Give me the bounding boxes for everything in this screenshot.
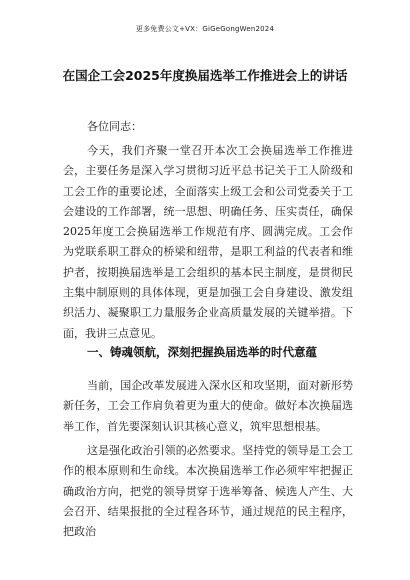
- intro-paragraph: 今天，我们齐聚一堂召开本次工会换届选举工作推进会，主要任务是深入学习贯彻习近平总书记关于工人阶级和工会工作的重要论述，全面落实上级工会和公司党委关于工会建设的工作部署，统一思想、明确任务、压实责任，确保2025年度工会换届选举工作规范有序、圆满完成。工会作为党联系职工群众的桥梁和纽带，是职工利益的代表者和维护者，按期换届选举是工会组织的基本民主制度，是贯彻民主集中制原则的具体体现，更是加强工会自身建设、激发组织活力、凝聚职工力量服务企业高质量发展的关键举措。下面，我讲三点意见。: [63, 144, 353, 340]
- intro-paragraph-block: [63, 141, 353, 344]
- section1-paragraph1-block: [63, 376, 353, 437]
- document-title: 在国企工会2025年度换届选举工作推进会上的讲话: [62, 68, 348, 83]
- section1-paragraph2-block: [63, 441, 353, 542]
- section-heading: 一、铸魂领航，深刻把握换届选举的时代意蕴: [87, 345, 317, 359]
- section1-paragraph2: 这是强化政治引领的必然要求。坚持党的领导是工会工作的根本原则和生命线。本次换届选举工作必须牢牢把握正确政治方向，把党的领导贯穿于选举筹备、候选人产生、大会召开、结果报批的全过程各环节，通过规范的民主程序，把政治: [63, 444, 353, 539]
- header-note: 更多免费公文+VX：GiGeGongWen2024: [135, 25, 275, 33]
- salutation: 各位同志：: [87, 120, 142, 133]
- section1-paragraph1: 当前，国企改革发展进入深水区和攻坚期，面对新形势新任务，工会工作肩负着更为重大的使命。做好本次换届选举工作，首先要深刻认识其核心意义，筑牢思想根基。: [63, 379, 353, 433]
